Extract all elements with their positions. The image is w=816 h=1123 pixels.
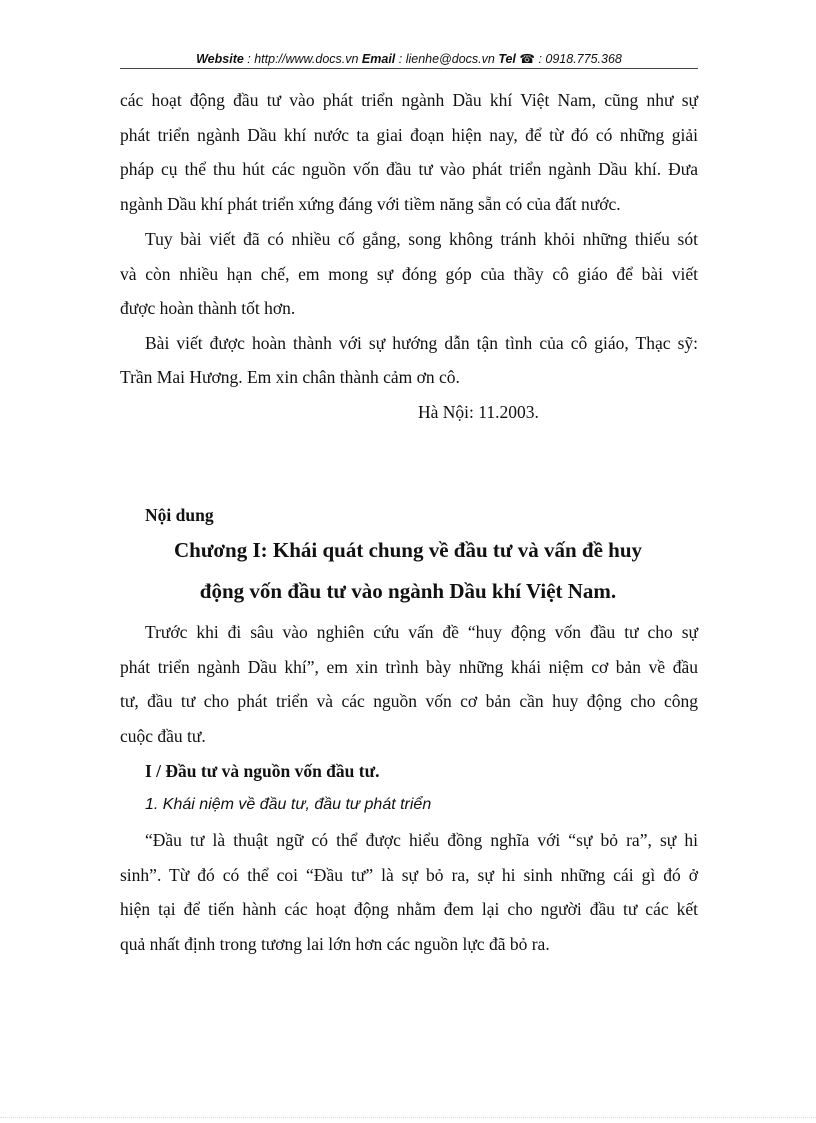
paragraph-line: phát triển ngành Dầu khí”, em xin trình bày những khái niệm cơ bản về đầu (120, 657, 698, 677)
paragraph-line: được hoàn thành tốt hơn. (120, 298, 296, 318)
email-label: Email (361, 52, 396, 66)
paragraph-line: các hoạt động đầu tư vào phát triển ngành Dầu khí Việt Nam, cũng như sự (120, 90, 698, 110)
paragraph-line: Trước khi đi sâu vào nghiên cứu vấn đề “huy động vốn đầu tư cho sự (145, 622, 698, 642)
paragraph-line: Tuy bài viết đã có nhiều cố gắng, song không tránh khỏi những thiếu sót (145, 229, 698, 249)
paragraph-line: quả nhất định trong tương lai lớn hơn các nguồn lực đã bỏ ra. (120, 934, 550, 954)
paragraph-line: tư, đầu tư cho phát triển và các nguồn vốn cơ bản cần huy động cho công (120, 691, 698, 711)
paragraph-line: phát triển ngành Dầu khí nước ta giai đoạn hiện nay, để từ đó có những giải (120, 125, 698, 145)
paragraph-line: Bài viết được hoàn thành với sự hướng dẫn tận tình của cô giáo, Thạc sỹ: (145, 333, 698, 353)
header-divider (120, 68, 698, 69)
paragraph-line: sinh”. Từ đó có thể coi “Đầu tư” là sự bỏ ra, sự hi sinh những cái gì đó ở (120, 865, 698, 885)
tel-label: Tel (498, 52, 516, 66)
page-bottom-edge (0, 1117, 816, 1118)
paragraph-line: “Đầu tư là thuật ngữ có thể được hiểu đồng nghĩa với “sự bỏ ra”, sự hi (145, 830, 698, 850)
date-line: Hà Nội: 11.2003. (418, 402, 539, 422)
chapter-title-line1: Chương I: Khái quát chung về đầu tư và vấn đề huy (173, 538, 643, 562)
phone-icon: ☎ (519, 52, 535, 66)
chapter-title-line2: động vốn đầu tư vào ngành Dầu khí Việt Nam. (199, 579, 617, 603)
paragraph-line: và còn nhiều hạn chế, em mong sự đóng góp của thầy cô giáo để bài viết (120, 264, 698, 284)
paragraph-line: cuộc đầu tư. (120, 726, 206, 746)
section-label: Nội dung (145, 505, 214, 525)
page-header (120, 51, 698, 66)
email-value: : lienhe@docs.vn (395, 52, 499, 66)
paragraph-line: hiện tại để tiến hành các hoạt động nhằm đem lại cho người đầu tư các kết (120, 899, 698, 919)
paragraph-line: Trần Mai Hương. Em xin chân thành cảm ơn cô. (120, 367, 460, 387)
subsection-heading: 1. Khái niệm về đầu tư, đầu tư phát triển (145, 796, 432, 813)
website-value: : http://www.docs.vn (243, 52, 362, 66)
paragraph-line: pháp cụ thể thu hút các nguồn vốn đầu tư vào phát triển ngành Dầu khí. Đưa (120, 159, 698, 179)
tel-value: : 0918.775.368 (534, 52, 622, 66)
paragraph-line: ngành Dầu khí phát triển xứng đáng với tiềm năng sẵn có của đất nước. (120, 194, 621, 214)
website-label: Website (196, 52, 244, 66)
section-heading: I / Đầu tư và nguồn vốn đầu tư. (145, 761, 380, 781)
